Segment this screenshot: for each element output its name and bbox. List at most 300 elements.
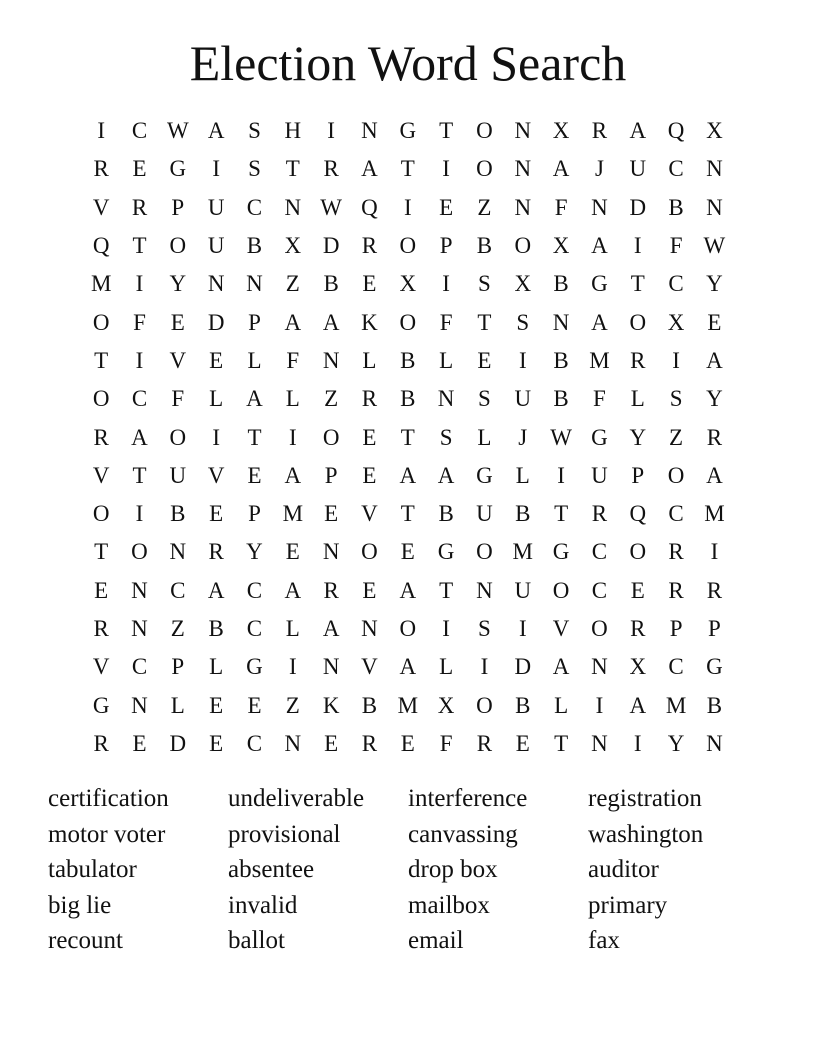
search-word: washington — [588, 820, 704, 848]
grid-letter: B — [476, 233, 493, 259]
grid-letter: L — [362, 347, 377, 373]
grid-letter: C — [131, 654, 148, 680]
grid-letter: E — [209, 501, 224, 527]
grid-letter: E — [209, 692, 224, 718]
grid-letter: V — [207, 462, 225, 488]
grid-letter: R — [630, 347, 646, 373]
grid-letter: T — [439, 118, 454, 144]
grid-letter: S — [248, 156, 261, 182]
grid-letter: D — [169, 730, 187, 756]
grid-letter: N — [706, 156, 723, 182]
grid-letter: F — [669, 233, 683, 259]
grid-letter: P — [708, 616, 721, 641]
search-word: auditor — [588, 856, 659, 883]
grid-letter: T — [94, 347, 109, 373]
grid-letter: N — [437, 386, 455, 412]
grid-letter: P — [439, 233, 453, 259]
grid-letter: O — [552, 577, 570, 603]
grid-letter: X — [514, 271, 532, 297]
grid-row — [82, 227, 734, 265]
grid-letter: T — [554, 501, 569, 527]
grid-letter: N — [591, 730, 608, 756]
grid-letter: R — [668, 539, 684, 565]
grid-letter: F — [554, 194, 568, 220]
grid-letter: O — [476, 118, 493, 144]
grid-letter: N — [284, 194, 302, 220]
grid-letter: U — [476, 501, 493, 527]
grid-row — [82, 495, 734, 533]
grid-letter: Q — [361, 194, 378, 220]
grid-letter: X — [552, 233, 570, 259]
grid-letter: O — [361, 539, 378, 565]
grid-letter: B — [668, 194, 684, 220]
search-word: undeliverable — [228, 785, 365, 812]
grid-letter: Y — [706, 386, 723, 412]
grid-letter: K — [322, 692, 340, 718]
grid-letter: E — [477, 347, 492, 373]
grid-letter: O — [476, 156, 493, 182]
grid-letter: F — [286, 347, 300, 373]
grid-letter: L — [285, 386, 300, 412]
grid-letter: O — [169, 424, 187, 450]
grid-row — [82, 648, 734, 686]
grid-letter: R — [208, 539, 224, 565]
grid-letter: Z — [324, 386, 339, 412]
grid-letter: O — [169, 233, 187, 259]
grid-letter: O — [591, 616, 608, 641]
grid-letter: O — [92, 501, 110, 527]
grid-letter: O — [667, 462, 685, 488]
grid-letter: E — [94, 577, 109, 603]
grid-letter: O — [399, 233, 417, 259]
grid-letter: L — [515, 462, 530, 488]
grid-letter: A — [437, 462, 455, 488]
grid-letter: W — [320, 194, 342, 220]
grid-letter: I — [710, 539, 719, 565]
grid-letter: L — [209, 386, 224, 412]
grid-letter: V — [552, 616, 570, 641]
grid-letter: N — [131, 577, 148, 603]
grid-letter: I — [557, 462, 565, 488]
grid-letter: A — [207, 577, 225, 603]
grid-letter: A — [706, 347, 723, 373]
grid-letter: M — [397, 692, 419, 718]
grid-letter: N — [552, 309, 570, 335]
grid-letter: N — [361, 118, 378, 144]
search-word: motor voter — [48, 820, 166, 848]
grid-row — [82, 533, 734, 571]
grid-letter: O — [629, 309, 647, 335]
grid-letter: I — [135, 347, 144, 373]
search-word: registration — [588, 785, 702, 812]
grid-letter: V — [92, 462, 110, 488]
grid-row — [82, 265, 734, 303]
search-word: provisional — [228, 820, 341, 848]
grid-letter: N — [322, 539, 340, 565]
grid-letter: E — [132, 730, 147, 756]
grid-letter: N — [514, 156, 532, 182]
grid-letter: C — [246, 194, 263, 220]
grid-letter: E — [707, 309, 722, 335]
grid-letter: B — [706, 692, 723, 718]
grid-letter: Q — [667, 118, 685, 144]
grid-letter: G — [246, 654, 263, 680]
grid-letter: E — [362, 577, 377, 603]
grid-letter: I — [442, 616, 450, 641]
grid-letter: R — [630, 616, 646, 641]
grid-letter: X — [667, 309, 685, 335]
grid-letter: V — [92, 654, 110, 680]
grid-letter: Y — [706, 271, 723, 297]
grid-letter: E — [362, 271, 377, 297]
grid-letter: X — [399, 271, 417, 297]
grid-letter: X — [629, 654, 647, 680]
grid-letter: U — [591, 462, 608, 488]
grid-letter: I — [633, 233, 642, 259]
grid-letter: H — [284, 118, 302, 144]
grid-letter: T — [132, 462, 147, 488]
grid-row — [82, 610, 734, 648]
grid-letter: O — [92, 309, 110, 335]
grid-letter: R — [323, 577, 339, 603]
grid-letter: U — [629, 156, 647, 182]
grid-row — [82, 342, 734, 380]
grid-letter: T — [400, 156, 415, 182]
grid-row — [82, 150, 734, 188]
grid-letter: I — [442, 271, 450, 297]
grid-letter: A — [361, 156, 378, 182]
grid-letter: E — [132, 156, 147, 182]
grid-letter: Z — [669, 424, 684, 450]
search-word: certification — [48, 785, 169, 812]
grid-letter: Y — [246, 539, 263, 565]
grid-letter: M — [282, 501, 304, 527]
grid-letter: A — [706, 462, 723, 488]
grid-letter: N — [706, 730, 723, 756]
grid-letter: I — [480, 654, 489, 680]
grid-letter: T — [247, 424, 262, 450]
grid-row — [82, 686, 734, 724]
search-word: big lie — [48, 891, 112, 919]
grid-letter: A — [629, 692, 647, 718]
grid-letter: N — [322, 347, 340, 373]
grid-letter: A — [399, 654, 417, 680]
grid-letter: R — [591, 118, 608, 144]
grid-letter: X — [552, 118, 570, 144]
grid-letter: J — [518, 424, 528, 450]
grid-letter: U — [207, 194, 225, 220]
search-word: interference — [408, 785, 528, 812]
grid-letter: A — [552, 156, 570, 182]
grid-letter: I — [327, 118, 335, 144]
grid-letter: O — [399, 309, 417, 335]
grid-letter: E — [439, 194, 454, 220]
grid-letter: R — [93, 730, 109, 756]
grid-letter: N — [169, 539, 187, 565]
grid-letter: B — [515, 692, 531, 718]
grid-letter: I — [212, 424, 220, 450]
grid-letter: O — [476, 539, 493, 565]
grid-letter: C — [246, 730, 263, 756]
grid-row — [82, 380, 734, 418]
grid-letter: B — [553, 347, 569, 373]
grid-letter: U — [514, 386, 532, 412]
grid-letter: V — [361, 501, 378, 527]
grid-letter: P — [248, 501, 261, 527]
search-word: email — [408, 927, 464, 954]
grid-letter: L — [439, 347, 454, 373]
grid-letter: G — [706, 654, 723, 680]
grid-letter: C — [668, 654, 684, 680]
grid-letter: B — [361, 692, 378, 718]
grid-letter: C — [246, 616, 263, 641]
grid-letter: G — [552, 539, 570, 565]
grid-letter: O — [629, 539, 647, 565]
word-list — [48, 781, 768, 959]
grid-letter: O — [131, 539, 148, 565]
grid-letter: E — [362, 462, 377, 488]
grid-letter: T — [400, 501, 415, 527]
grid-letter: R — [131, 194, 148, 220]
grid-letter: E — [630, 577, 645, 603]
grid-row — [82, 112, 734, 150]
grid-letter: S — [478, 271, 491, 297]
grid-letter: M — [512, 539, 533, 565]
grid-letter: A — [246, 386, 263, 412]
grid-letter: B — [208, 616, 224, 641]
grid-letter: V — [169, 347, 187, 373]
grid-letter: B — [170, 501, 186, 527]
grid-letter: N — [246, 271, 263, 297]
grid-letter: K — [361, 309, 378, 335]
grid-letter: E — [400, 730, 415, 756]
grid-letter: O — [399, 616, 417, 641]
grid-letter: D — [514, 654, 532, 680]
grid-letter: G — [476, 462, 493, 488]
grid-letter: R — [706, 424, 723, 450]
grid-row — [82, 189, 734, 227]
grid-letter: E — [324, 501, 339, 527]
grid-letter: I — [518, 347, 527, 373]
search-word: mailbox — [408, 891, 490, 919]
grid-letter: Z — [170, 616, 185, 641]
grid-letter: L — [285, 616, 300, 641]
grid-letter: R — [361, 233, 378, 259]
grid-letter: I — [518, 616, 527, 641]
grid-letter: A — [131, 424, 148, 450]
grid-letter: B — [553, 386, 569, 412]
grid-letter: E — [209, 730, 224, 756]
grid-letter: A — [322, 616, 340, 641]
grid-row — [82, 572, 734, 610]
grid-letter: A — [629, 118, 647, 144]
grid-letter: X — [437, 692, 455, 718]
grid-letter: R — [476, 730, 493, 756]
letter-grid — [82, 112, 734, 763]
grid-letter: L — [554, 692, 569, 718]
search-word: invalid — [228, 891, 298, 919]
grid-letter: S — [439, 424, 453, 450]
grid-letter: B — [323, 271, 339, 297]
grid-letter: I — [135, 501, 144, 527]
grid-letter: I — [212, 156, 220, 182]
grid-letter: N — [591, 194, 608, 220]
grid-letter: N — [131, 616, 148, 641]
grid-letter: O — [92, 386, 110, 412]
grid-letter: L — [247, 347, 262, 373]
grid-letter: U — [169, 462, 187, 488]
grid-letter: R — [93, 616, 109, 641]
search-word: primary — [588, 891, 668, 919]
grid-letter: R — [93, 424, 109, 450]
grid-letter: G — [169, 156, 187, 182]
grid-letter: F — [171, 386, 185, 412]
grid-letter: R — [668, 577, 684, 603]
grid-letter: P — [171, 654, 185, 680]
grid-letter: O — [322, 424, 340, 450]
grid-letter: T — [554, 730, 569, 756]
grid-letter: P — [324, 462, 338, 488]
grid-row — [82, 725, 734, 763]
grid-letter: R — [591, 501, 608, 527]
grid-letter: G — [591, 424, 608, 450]
grid-row — [82, 457, 734, 495]
grid-letter: L — [630, 386, 645, 412]
grid-letter: B — [246, 233, 263, 259]
grid-letter: Z — [285, 692, 300, 718]
grid-letter: L — [439, 654, 454, 680]
grid-letter: E — [209, 347, 224, 373]
grid-letter: I — [403, 194, 412, 220]
grid-letter: W — [550, 424, 572, 450]
grid-row — [82, 418, 734, 456]
grid-letter: T — [439, 577, 454, 603]
grid-letter: F — [439, 309, 453, 335]
grid-letter: E — [170, 309, 185, 335]
grid-letter: E — [247, 692, 262, 718]
grid-letter: E — [247, 462, 262, 488]
grid-letter: A — [591, 233, 608, 259]
grid-letter: C — [668, 501, 684, 527]
grid-letter: N — [476, 577, 493, 603]
grid-letter: J — [594, 156, 604, 182]
grid-letter: F — [133, 309, 146, 335]
grid-letter: M — [704, 501, 725, 527]
grid-letter: F — [593, 386, 606, 412]
grid-letter: R — [361, 730, 378, 756]
grid-letter: T — [400, 424, 415, 450]
grid-letter: P — [248, 309, 261, 335]
grid-letter: M — [589, 347, 610, 373]
grid-letter: I — [442, 156, 450, 182]
grid-letter: A — [552, 654, 570, 680]
grid-letter: N — [706, 194, 723, 220]
grid-letter: A — [284, 462, 302, 488]
grid-letter: A — [207, 118, 225, 144]
grid-letter: N — [361, 616, 378, 641]
grid-letter: N — [284, 730, 302, 756]
grid-letter: C — [131, 386, 148, 412]
search-word: recount — [48, 927, 123, 954]
grid-letter: L — [477, 424, 492, 450]
grid-letter: Y — [667, 730, 685, 756]
search-word: drop box — [408, 856, 498, 883]
grid-letter: D — [207, 309, 225, 335]
search-word: fax — [588, 927, 620, 954]
grid-letter: Y — [169, 271, 187, 297]
grid-letter: Z — [477, 194, 492, 220]
grid-letter: N — [591, 654, 608, 680]
grid-letter: I — [672, 347, 680, 373]
grid-letter: O — [476, 692, 493, 718]
grid-letter: N — [131, 692, 148, 718]
grid-letter: P — [669, 616, 683, 641]
grid-letter: M — [665, 692, 687, 718]
grid-letter: V — [92, 194, 110, 220]
grid-letter: C — [591, 577, 608, 603]
grid-letter: N — [514, 118, 532, 144]
grid-letter: I — [595, 692, 604, 718]
grid-letter: C — [668, 271, 684, 297]
grid-letter: S — [478, 386, 491, 412]
grid-letter: L — [209, 654, 224, 680]
grid-letter: F — [439, 730, 453, 756]
grid-letter: A — [284, 577, 302, 603]
grid-letter: E — [362, 424, 377, 450]
grid-letter: A — [399, 577, 417, 603]
grid-letter: R — [361, 386, 378, 412]
grid-letter: O — [514, 233, 532, 259]
grid-letter: N — [207, 271, 225, 297]
grid-letter: S — [248, 118, 261, 144]
grid-letter: I — [633, 730, 642, 756]
grid-letter: C — [668, 156, 684, 182]
page-title: Election Word Search — [189, 35, 627, 91]
grid-letter: D — [322, 233, 340, 259]
grid-letter: M — [90, 271, 112, 297]
grid-letter: U — [514, 577, 532, 603]
search-word: absentee — [228, 856, 315, 883]
grid-letter: R — [93, 156, 109, 182]
grid-letter: T — [630, 271, 645, 297]
grid-letter: R — [323, 156, 339, 182]
grid-letter: W — [703, 233, 726, 259]
grid-letter: E — [285, 539, 300, 565]
grid-letter: C — [131, 118, 148, 144]
grid-letter: N — [514, 194, 532, 220]
grid-letter: X — [706, 118, 723, 144]
grid-letter: R — [706, 577, 723, 603]
grid-letter: S — [669, 386, 683, 412]
grid-letter: I — [135, 271, 144, 297]
grid-letter: Q — [629, 501, 647, 527]
grid-letter: B — [400, 386, 416, 412]
grid-letter: P — [631, 462, 645, 488]
grid-letter: T — [477, 309, 492, 335]
grid-letter: D — [629, 194, 647, 220]
grid-letter: B — [400, 347, 416, 373]
grid-letter: G — [591, 271, 608, 297]
grid-letter: T — [132, 233, 147, 259]
grid-letter: T — [285, 156, 300, 182]
grid-letter: N — [322, 654, 340, 680]
grid-letter: T — [94, 539, 109, 565]
grid-letter: B — [553, 271, 569, 297]
grid-letter: A — [322, 309, 340, 335]
search-word: canvassing — [408, 820, 518, 848]
grid-letter: C — [246, 577, 263, 603]
grid-letter: E — [400, 539, 415, 565]
